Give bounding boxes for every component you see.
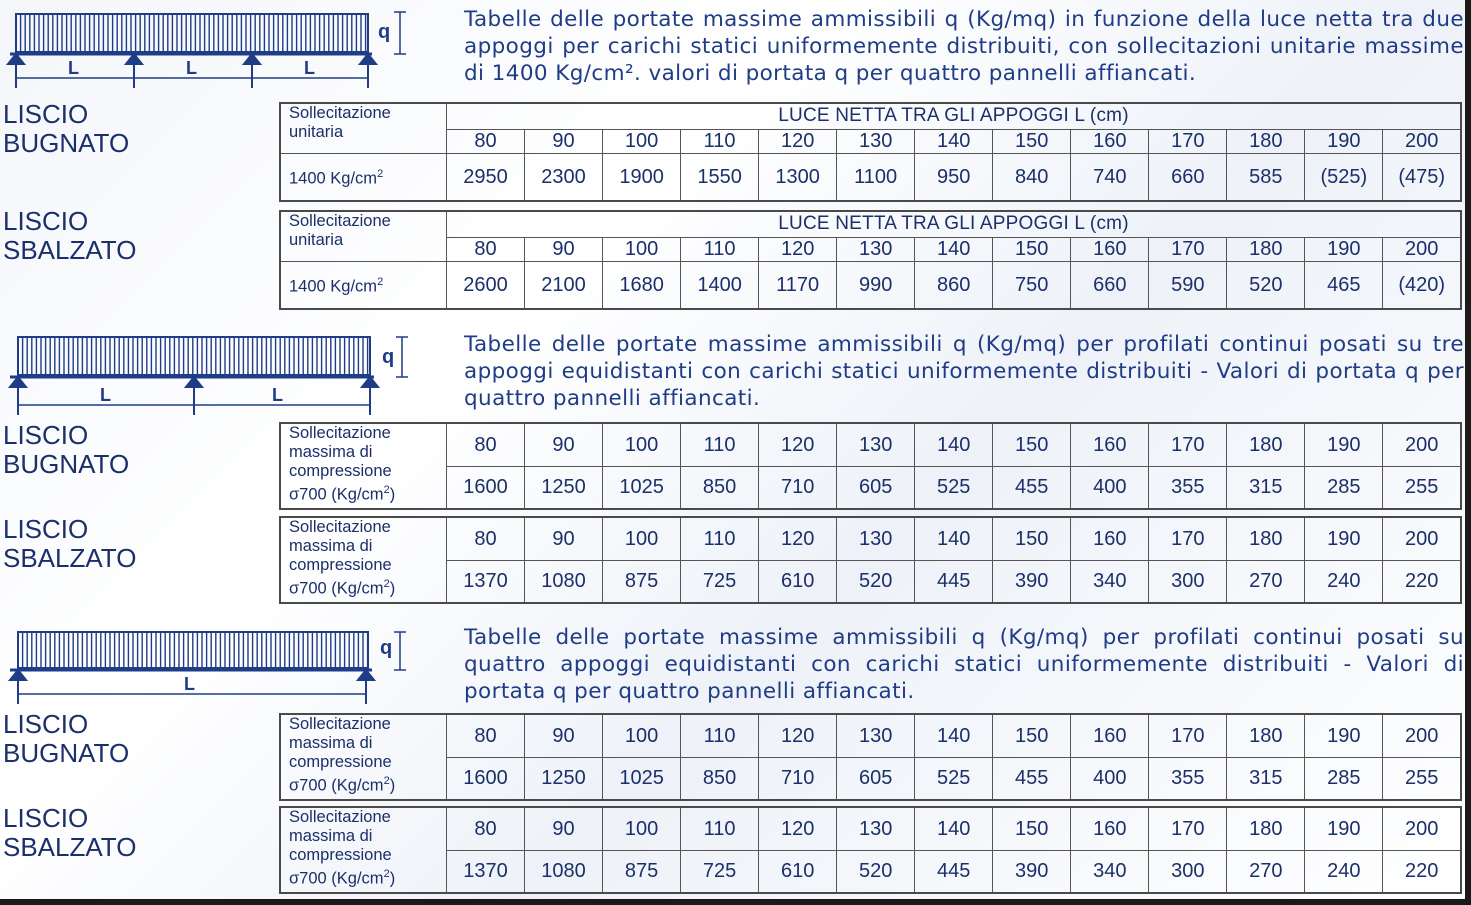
- load-value-cell: 850: [681, 466, 759, 509]
- span-cell: 80: [447, 807, 525, 850]
- load-value-cell: 1080: [525, 850, 603, 893]
- load-value-cell: 455: [993, 466, 1071, 509]
- variant-line: LISCIO: [3, 99, 89, 129]
- load-value-cell: 1025: [603, 466, 681, 509]
- section-three-supports: [0, 325, 1465, 605]
- stress-label-cell: [280, 807, 447, 893]
- span-cell: 120: [759, 129, 837, 153]
- load-table: [279, 210, 1462, 310]
- load-value-cell: 860: [915, 261, 993, 309]
- variant-label: [3, 100, 129, 158]
- load-value-cell: 1400: [681, 261, 759, 309]
- span-cell: 170: [1149, 237, 1227, 261]
- load-table: [279, 422, 1462, 510]
- variant-label: [3, 421, 129, 479]
- span-cell: 100: [603, 423, 681, 466]
- load-value-cell: 1170: [759, 261, 837, 309]
- load-value-cell: 1250: [525, 757, 603, 800]
- load-value-cell: 1080: [525, 560, 603, 603]
- span-cell: 120: [759, 714, 837, 757]
- load-value-cell: 1025: [603, 757, 681, 800]
- stress-label-cell: [280, 423, 447, 509]
- section-description: Tabelle delle portate massime ammissibili q (Kg/mq) per profilati continui posati su tre appoggi equidistanti con carichi statici uniformemente distribuiti - Valori di portata q per quattro pannelli affiancati.: [464, 332, 1464, 411]
- stress-label-line: compressione: [289, 556, 392, 574]
- stress-label-cell: [280, 517, 447, 603]
- section-description: Tabelle delle portate massime ammissibili q (Kg/mq) in funzione della luce netta tra due appoggi per carichi statici uniformemente distribuiti, con sollecitazioni unitarie massime di 1400 Kg/cm². valori di portata q per quattro pannelli affiancati.: [464, 7, 1464, 86]
- variant-line: LISCIO: [3, 514, 89, 544]
- value-row: [280, 757, 1461, 800]
- stress-label-line: σ700 $(Kg/cm^2)$: [289, 578, 396, 598]
- load-table: [279, 713, 1462, 801]
- span-cell: 170: [1149, 517, 1227, 560]
- span-cell: 170: [1149, 423, 1227, 466]
- span-cell: 90: [525, 423, 603, 466]
- load-value-cell: 725: [681, 560, 759, 603]
- variant-line: BUGNATO: [3, 128, 130, 158]
- load-value-cell: 875: [603, 560, 681, 603]
- stress-label-line: compressione: [289, 462, 392, 480]
- span-cell: 100: [603, 517, 681, 560]
- load-value-cell: 2950: [447, 153, 525, 201]
- load-value-cell: 400: [1071, 466, 1149, 509]
- section-description: Tabelle delle portate massime ammissibili q (Kg/mq) per profilati continui posati su quattro appoggi equidistanti con carichi statici uniformemente distribuiti - Valori di portata q per quattro pannelli affiancati.: [464, 625, 1464, 704]
- load-value-cell: 2600: [447, 261, 525, 309]
- load-value-cell: 315: [1227, 757, 1305, 800]
- load-value-cell: 585: [1227, 153, 1305, 201]
- load-value-cell: 1370: [447, 560, 525, 603]
- value-row: [280, 850, 1461, 893]
- span-cell: 160: [1071, 807, 1149, 850]
- load-value-cell: 240: [1305, 560, 1383, 603]
- load-value-cell: 2300: [525, 153, 603, 201]
- variant-label: [3, 710, 129, 768]
- span-cell: 130: [837, 423, 915, 466]
- load-value-cell: 1250: [525, 466, 603, 509]
- span-cell: 140: [915, 807, 993, 850]
- load-value-cell: (420): [1383, 261, 1461, 309]
- load-value-cell: 590: [1149, 261, 1227, 309]
- load-table: [279, 102, 1462, 202]
- span-cell: 160: [1071, 423, 1149, 466]
- span-cell: 150: [993, 714, 1071, 757]
- stress-label-line: σ700 $(Kg/cm^2)$: [289, 484, 396, 504]
- span-cell: 170: [1149, 714, 1227, 757]
- load-value-cell: 660: [1071, 261, 1149, 309]
- value-row: [280, 560, 1461, 603]
- load-value-cell: 220: [1383, 560, 1461, 603]
- span-cell: 130: [837, 129, 915, 153]
- load-value-cell: 1600: [447, 466, 525, 509]
- load-value-cell: 355: [1149, 757, 1227, 800]
- load-value-cell: 390: [993, 850, 1071, 893]
- span-row: [280, 807, 1461, 850]
- span-cell: 150: [993, 129, 1071, 153]
- load-value-cell: 990: [837, 261, 915, 309]
- load-value-cell: 725: [681, 850, 759, 893]
- load-value-cell: 610: [759, 850, 837, 893]
- section-two-supports: [0, 0, 1465, 310]
- span-cell: 190: [1305, 517, 1383, 560]
- span-l-label: L: [68, 58, 79, 78]
- span-cell: 150: [993, 807, 1071, 850]
- load-table: [279, 806, 1462, 894]
- span-cell: 120: [759, 517, 837, 560]
- variant-line: LISCIO: [3, 420, 89, 450]
- load-q-label: q: [382, 346, 395, 368]
- variant-line: BUGNATO: [3, 738, 130, 768]
- span-cell: 120: [759, 237, 837, 261]
- load-value-cell: 445: [915, 850, 993, 893]
- load-value-cell: 710: [759, 757, 837, 800]
- span-cell: 120: [759, 423, 837, 466]
- load-value-cell: 750: [993, 261, 1071, 309]
- span-cell: 90: [525, 517, 603, 560]
- span-cell: 180: [1227, 237, 1305, 261]
- load-value-cell: 520: [837, 850, 915, 893]
- stress-label-line: Sollecitazione: [289, 808, 391, 826]
- load-value-cell: (525): [1305, 153, 1383, 201]
- span-cell: 90: [525, 237, 603, 261]
- span-cell: 150: [993, 237, 1071, 261]
- load-value-cell: 1680: [603, 261, 681, 309]
- load-value-cell: 285: [1305, 466, 1383, 509]
- value-row: [280, 261, 1461, 309]
- span-l-label: L: [186, 58, 197, 78]
- load-value-cell: 525: [915, 757, 993, 800]
- variant-label: [3, 515, 136, 573]
- stress-label-line: massima di: [289, 443, 373, 461]
- span-cell: 140: [915, 237, 993, 261]
- load-q-label: q: [378, 21, 391, 43]
- span-cell: 180: [1227, 714, 1305, 757]
- span-cell: 160: [1071, 237, 1149, 261]
- span-cell: 190: [1305, 129, 1383, 153]
- span-cell: 190: [1305, 714, 1383, 757]
- span-cell: 190: [1305, 237, 1383, 261]
- load-value-cell: 300: [1149, 560, 1227, 603]
- span-cell: 200: [1383, 807, 1461, 850]
- load-value-cell: 240: [1305, 850, 1383, 893]
- span-row: [280, 237, 1461, 261]
- span-cell: 200: [1383, 714, 1461, 757]
- load-value-cell: 840: [993, 153, 1071, 201]
- stress-value-cell: 1400 $Kg/cm^2$: [280, 153, 447, 201]
- span-cell: 110: [681, 129, 759, 153]
- stress-label-line: Sollecitazione: [289, 715, 391, 733]
- load-value-cell: 525: [915, 466, 993, 509]
- variant-line: SBALZATO: [3, 235, 137, 265]
- load-hatching: [21, 14, 366, 52]
- stress-label-line: Sollecitazione: [289, 424, 391, 442]
- value-row: [280, 153, 1461, 201]
- span-cell: 100: [603, 129, 681, 153]
- span-cell: 80: [447, 517, 525, 560]
- load-value-cell: 1100: [837, 153, 915, 201]
- span-cell: 160: [1071, 129, 1149, 153]
- load-value-cell: 255: [1383, 466, 1461, 509]
- stress-label-line: Sollecitazione: [289, 212, 391, 230]
- span-row: [280, 714, 1461, 757]
- span-cell: 110: [681, 517, 759, 560]
- span-header: LUCE NETTA TRA GLI APPOGGI L (cm): [447, 103, 1462, 129]
- stress-label-line: Sollecitazione: [289, 518, 391, 536]
- span-l-label: L: [272, 385, 283, 405]
- variant-line: SBALZATO: [3, 832, 137, 862]
- load-value-cell: 710: [759, 466, 837, 509]
- span-cell: 130: [837, 517, 915, 560]
- load-value-cell: 255: [1383, 757, 1461, 800]
- load-value-cell: 1550: [681, 153, 759, 201]
- span-cell: 80: [447, 129, 525, 153]
- load-value-cell: 285: [1305, 757, 1383, 800]
- span-cell: 170: [1149, 807, 1227, 850]
- span-cell: 200: [1383, 129, 1461, 153]
- load-value-cell: 400: [1071, 757, 1149, 800]
- span-cell: 110: [681, 423, 759, 466]
- span-cell: 190: [1305, 423, 1383, 466]
- span-header: LUCE NETTA TRA GLI APPOGGI L (cm): [447, 211, 1462, 237]
- stress-label-line: Sollecitazione: [289, 104, 391, 122]
- span-cell: 100: [603, 714, 681, 757]
- span-cell: 90: [525, 807, 603, 850]
- stress-label-cell: [280, 714, 447, 800]
- load-value-cell: 850: [681, 757, 759, 800]
- load-value-cell: 1370: [447, 850, 525, 893]
- load-value-cell: 1600: [447, 757, 525, 800]
- load-value-cell: 355: [1149, 466, 1227, 509]
- stress-label-line: massima di: [289, 537, 373, 555]
- stress-label-line: unitaria: [289, 123, 344, 141]
- variant-line: LISCIO: [3, 709, 89, 739]
- variant-label: [3, 207, 136, 265]
- span-cell: 150: [993, 517, 1071, 560]
- stress-label-line: σ700 $(Kg/cm^2)$: [289, 868, 396, 888]
- load-value-cell: 340: [1071, 560, 1149, 603]
- span-cell: 120: [759, 807, 837, 850]
- load-value-cell: 605: [837, 757, 915, 800]
- load-value-cell: 1900: [603, 153, 681, 201]
- load-value-cell: 270: [1227, 560, 1305, 603]
- variant-line: SBALZATO: [3, 543, 137, 573]
- stress-label-line: massima di: [289, 827, 373, 845]
- span-cell: 190: [1305, 807, 1383, 850]
- load-value-cell: 1300: [759, 153, 837, 201]
- load-value-cell: 315: [1227, 466, 1305, 509]
- load-value-cell: 390: [993, 560, 1071, 603]
- stress-label-cell: [280, 103, 447, 153]
- span-cell: 140: [915, 714, 993, 757]
- span-cell: 140: [915, 129, 993, 153]
- load-value-cell: 520: [837, 560, 915, 603]
- span-cell: 110: [681, 807, 759, 850]
- load-value-cell: 340: [1071, 850, 1149, 893]
- span-cell: 100: [603, 237, 681, 261]
- span-l-label: L: [304, 58, 315, 78]
- span-cell: 140: [915, 423, 993, 466]
- span-l-label: L: [100, 385, 111, 405]
- stress-label-line: unitaria: [289, 231, 344, 249]
- span-cell: 130: [837, 714, 915, 757]
- span-cell: 180: [1227, 517, 1305, 560]
- span-cell: 150: [993, 423, 1071, 466]
- stress-value-cell: 1400 $Kg/cm^2$: [280, 261, 447, 309]
- load-value-cell: 300: [1149, 850, 1227, 893]
- span-cell: 80: [447, 423, 525, 466]
- span-row: [280, 423, 1461, 466]
- load-value-cell: 950: [915, 153, 993, 201]
- stress-label-line: massima di: [289, 734, 373, 752]
- section-four-supports: [0, 618, 1465, 898]
- load-value-cell: 520: [1227, 261, 1305, 309]
- span-cell: 180: [1227, 129, 1305, 153]
- span-row: [280, 129, 1461, 153]
- stress-label-cell: [280, 211, 447, 261]
- load-value-cell: 605: [837, 466, 915, 509]
- load-value-cell: 740: [1071, 153, 1149, 201]
- span-cell: 90: [525, 714, 603, 757]
- span-l-label: L: [184, 674, 195, 694]
- variant-line: LISCIO: [3, 803, 89, 833]
- stress-label-line: compressione: [289, 753, 392, 771]
- span-cell: 80: [447, 237, 525, 261]
- variant-line: BUGNATO: [3, 449, 130, 479]
- load-value-cell: 270: [1227, 850, 1305, 893]
- load-table: [279, 516, 1462, 604]
- span-cell: 160: [1071, 517, 1149, 560]
- load-value-cell: 660: [1149, 153, 1227, 201]
- span-cell: 110: [681, 237, 759, 261]
- load-value-cell: 2100: [525, 261, 603, 309]
- value-row: [280, 466, 1461, 509]
- span-cell: 200: [1383, 237, 1461, 261]
- span-cell: 180: [1227, 807, 1305, 850]
- load-value-cell: 875: [603, 850, 681, 893]
- span-cell: 90: [525, 129, 603, 153]
- load-value-cell: 220: [1383, 850, 1461, 893]
- stress-label-line: σ700 $(Kg/cm^2)$: [289, 775, 396, 795]
- load-q-label: q: [380, 637, 393, 659]
- load-value-cell: 610: [759, 560, 837, 603]
- load-value-cell: (475): [1383, 153, 1461, 201]
- span-cell: 80: [447, 714, 525, 757]
- span-row: [280, 517, 1461, 560]
- span-cell: 160: [1071, 714, 1149, 757]
- load-value-cell: 445: [915, 560, 993, 603]
- load-value-cell: 455: [993, 757, 1071, 800]
- span-cell: 180: [1227, 423, 1305, 466]
- span-cell: 170: [1149, 129, 1227, 153]
- span-cell: 130: [837, 237, 915, 261]
- variant-line: LISCIO: [3, 206, 89, 236]
- span-cell: 200: [1383, 517, 1461, 560]
- variant-label: [3, 804, 136, 862]
- span-cell: 110: [681, 714, 759, 757]
- span-cell: 130: [837, 807, 915, 850]
- stress-label-line: compressione: [289, 846, 392, 864]
- span-cell: 200: [1383, 423, 1461, 466]
- span-cell: 100: [603, 807, 681, 850]
- load-value-cell: 465: [1305, 261, 1383, 309]
- span-cell: 140: [915, 517, 993, 560]
